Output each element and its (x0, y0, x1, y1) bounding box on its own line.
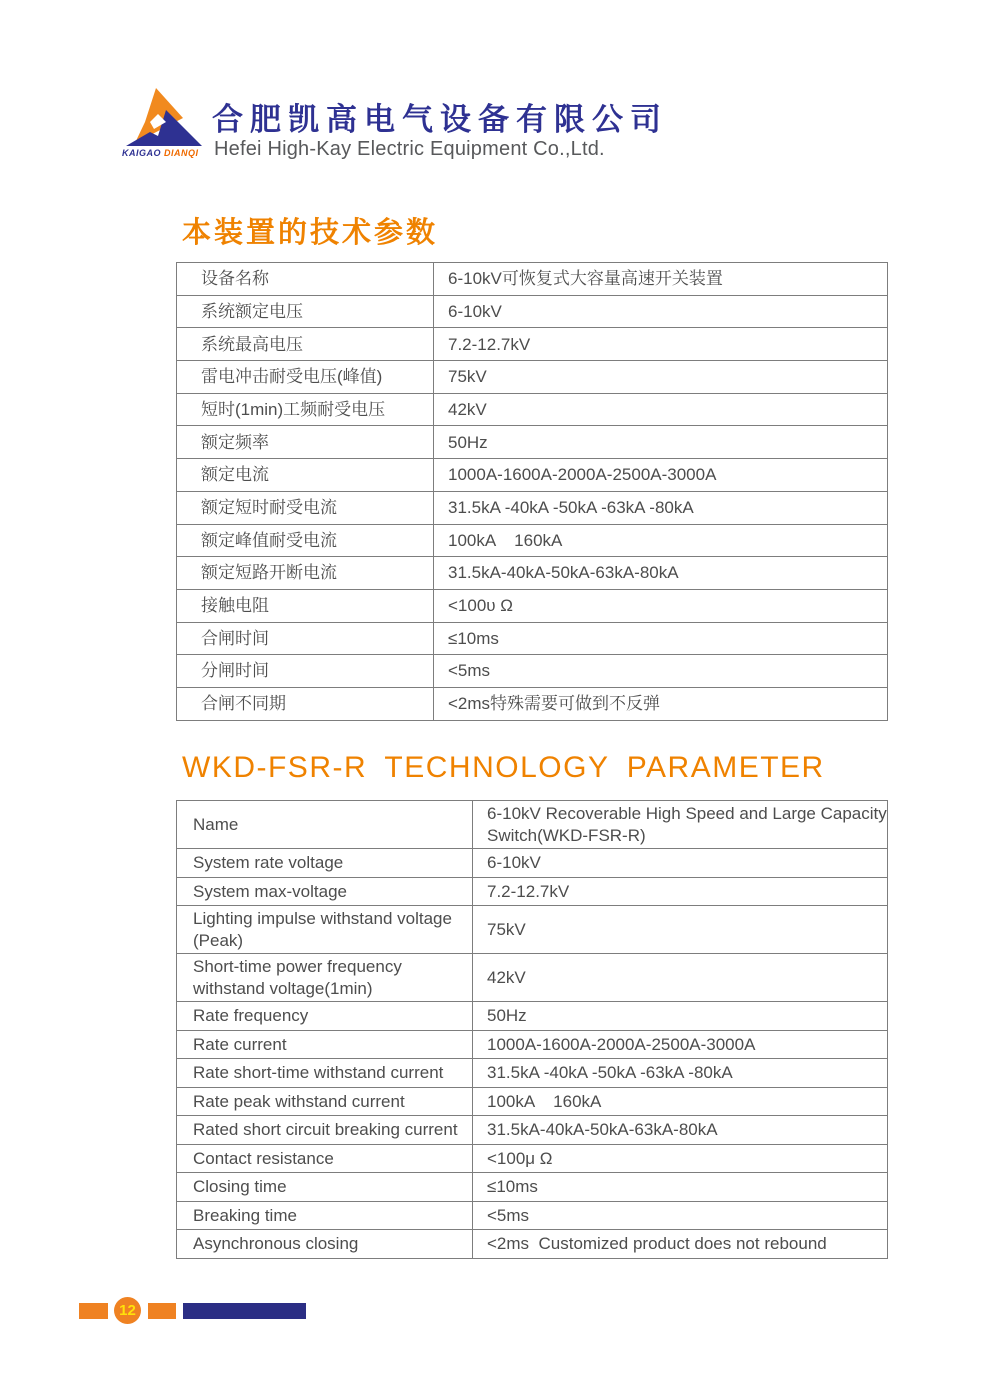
param-value: 6-10kV (434, 295, 888, 328)
table-row (177, 426, 888, 459)
param-value: 31.5kA-40kA-50kA-63kA-80kA (473, 1116, 888, 1145)
table-row (177, 877, 888, 906)
parameters-table-chinese (176, 262, 888, 721)
param-label: 短时(1min)工频耐受电压 (177, 393, 434, 426)
logo-caption-dianqi: DIANQI (164, 148, 199, 158)
table-row (177, 491, 888, 524)
param-label: 设备名称 (177, 263, 434, 296)
page-number-badge: 12 (114, 1297, 141, 1324)
param-label: 额定频率 (177, 426, 434, 459)
section-title-chinese: 本装置的技术参数 (182, 217, 439, 249)
table-row (177, 1002, 888, 1031)
logo-caption (122, 148, 222, 158)
param-label: Name (177, 801, 473, 849)
table-row (177, 589, 888, 622)
param-value: <5ms (473, 1201, 888, 1230)
param-value: <2ms特殊需要可做到不反弹 (434, 687, 888, 720)
param-value: 75kV (473, 906, 888, 954)
table-row (177, 393, 888, 426)
table-row (177, 1201, 888, 1230)
param-label: Rate short-time withstand current (177, 1059, 473, 1088)
param-value: 100kA 160kA (473, 1087, 888, 1116)
param-value: 1000A-1600A-2000A-2500A-3000A (473, 1030, 888, 1059)
table-row (177, 1173, 888, 1202)
param-label: 分闸时间 (177, 655, 434, 688)
param-value: <5ms (434, 655, 888, 688)
param-value: <2ms Customized product does not rebound (473, 1230, 888, 1259)
param-label: Breaking time (177, 1201, 473, 1230)
table-row (177, 263, 888, 296)
footer-navy-bar (183, 1303, 306, 1319)
table-row (177, 906, 888, 954)
page-footer (0, 1296, 1006, 1326)
param-value: 1000A-1600A-2000A-2500A-3000A (434, 459, 888, 492)
table-row (177, 557, 888, 590)
param-label: System rate voltage (177, 849, 473, 878)
param-label: 额定短路开断电流 (177, 557, 434, 590)
table-row (177, 1116, 888, 1145)
table-row (177, 524, 888, 557)
table-row (177, 687, 888, 720)
param-value: ≤10ms (434, 622, 888, 655)
param-value: 50Hz (473, 1002, 888, 1031)
table-row (177, 1087, 888, 1116)
section-title-english: WKD-FSR-R TECHNOLOGY PARAMETER (182, 751, 825, 784)
footer-orange-bar-left (79, 1303, 108, 1319)
param-label: 合闸不同期 (177, 687, 434, 720)
param-label: Lighting impulse withstand voltage (Peak) (177, 906, 473, 954)
company-logo-icon (120, 88, 208, 150)
table-row (177, 1230, 888, 1259)
param-value: <100υ Ω (434, 589, 888, 622)
footer-orange-bar-middle (148, 1303, 176, 1319)
param-label: 额定峰值耐受电流 (177, 524, 434, 557)
param-value: <100μ Ω (473, 1144, 888, 1173)
table-row (177, 361, 888, 394)
table-row (177, 459, 888, 492)
param-label: Rated short circuit breaking current (177, 1116, 473, 1145)
parameters-table-english (176, 800, 892, 1259)
param-label: Closing time (177, 1173, 473, 1202)
table-row (177, 295, 888, 328)
table-row (177, 1144, 888, 1173)
param-value: 31.5kA -40kA -50kA -63kA -80kA (473, 1059, 888, 1088)
param-value: 42kV (473, 954, 888, 1002)
table-row (177, 1059, 888, 1088)
param-label: System max-voltage (177, 877, 473, 906)
param-value: 31.5kA -40kA -50kA -63kA -80kA (434, 491, 888, 524)
param-value: 31.5kA-40kA-50kA-63kA-80kA (434, 557, 888, 590)
param-label: Rate frequency (177, 1002, 473, 1031)
param-label: Rate current (177, 1030, 473, 1059)
param-label: Asynchronous closing (177, 1230, 473, 1259)
table-row (177, 1030, 888, 1059)
param-label: 合闸时间 (177, 622, 434, 655)
table-row (177, 328, 888, 361)
param-value: 75kV (434, 361, 888, 394)
param-label: 系统额定电压 (177, 295, 434, 328)
param-value: 100kA 160kA (434, 524, 888, 557)
table-row (177, 849, 888, 878)
param-label: 额定短时耐受电流 (177, 491, 434, 524)
param-label: Contact resistance (177, 1144, 473, 1173)
param-value: 6-10kV可恢复式大容量高速开关装置 (434, 263, 888, 296)
param-label: 额定电流 (177, 459, 434, 492)
table-row (177, 954, 888, 1002)
param-label: 接触电阻 (177, 589, 434, 622)
param-label: 系统最高电压 (177, 328, 434, 361)
table-row (177, 801, 888, 849)
param-label: Rate peak withstand current (177, 1087, 473, 1116)
company-name-chinese: 合肥凯高电气设备有限公司 (212, 102, 668, 137)
param-value: 42kV (434, 393, 888, 426)
param-value: ≤10ms (473, 1173, 888, 1202)
param-value: 6-10kV Recoverable High Speed and Large Capacity Switch(WKD-FSR-R) (473, 801, 888, 849)
param-label: 雷电冲击耐受电压(峰值) (177, 361, 434, 394)
param-value: 7.2-12.7kV (434, 328, 888, 361)
param-value: 7.2-12.7kV (473, 877, 888, 906)
company-name-english: Hefei High-Kay Electric Equipment Co.,Ltd. (214, 138, 605, 160)
logo-caption-kaigao: KAIGAO (122, 148, 161, 158)
table-row (177, 655, 888, 688)
param-value: 6-10kV (473, 849, 888, 878)
param-label: Short-time power frequency withstand voltage(1min) (177, 954, 473, 1002)
param-value: 50Hz (434, 426, 888, 459)
table-row (177, 622, 888, 655)
